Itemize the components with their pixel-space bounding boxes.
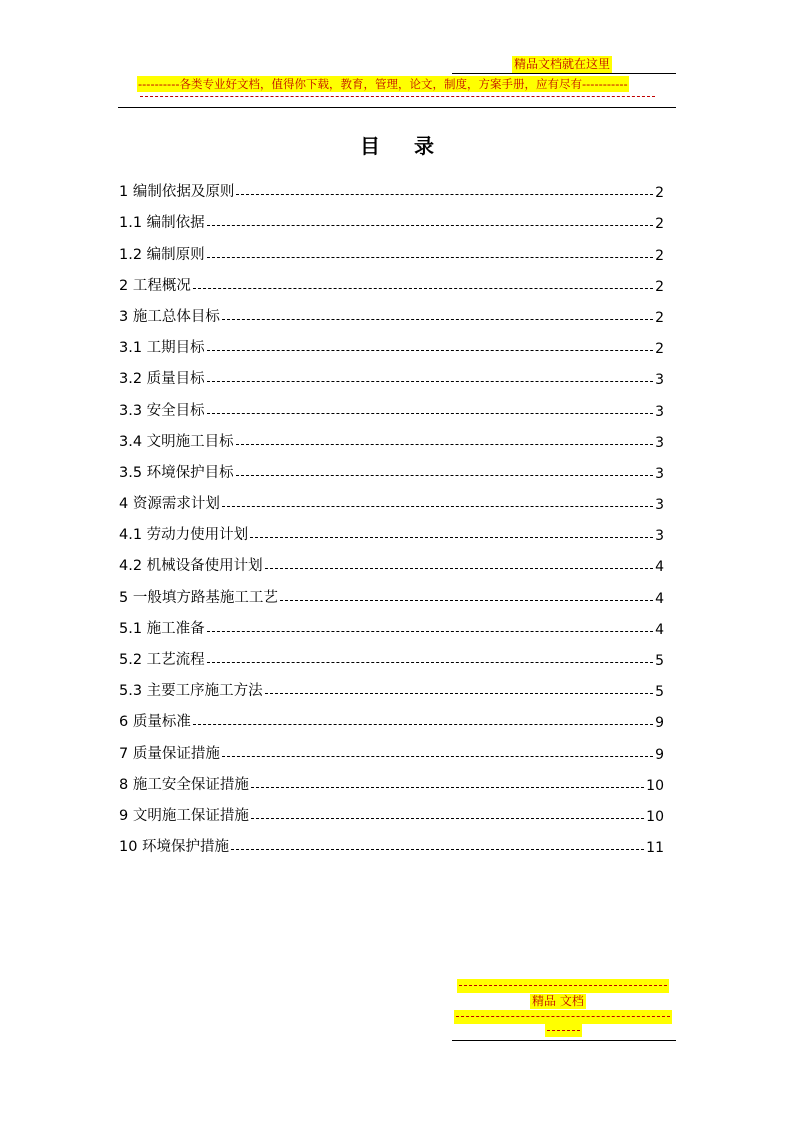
toc-entry-page: 3 xyxy=(655,372,664,389)
toc-leader-dots xyxy=(207,225,653,226)
toc-entry[interactable] xyxy=(119,420,664,451)
toc-entry-page: 9 xyxy=(655,746,664,763)
toc-entry[interactable] xyxy=(119,825,664,856)
toc-leader-dots xyxy=(193,724,653,725)
toc-leader-dots xyxy=(236,475,653,476)
toc-leader-dots xyxy=(222,506,653,507)
toc-entry-page: 2 xyxy=(655,216,664,233)
toc-entry-page: 9 xyxy=(655,715,664,732)
toc-leader-dots xyxy=(250,537,653,538)
toc-entry[interactable] xyxy=(119,482,664,513)
toc-entry[interactable] xyxy=(119,201,664,232)
toc-entry-page: 2 xyxy=(655,185,664,202)
toc-entry-page: 11 xyxy=(646,840,664,857)
toc-entry-page: 4 xyxy=(655,621,664,638)
toc-leader-dots xyxy=(251,818,644,819)
toc-entry[interactable] xyxy=(119,607,664,638)
toc-entry-label: 3.3 安全目标 xyxy=(119,402,205,419)
toc-entry-page: 4 xyxy=(655,559,664,576)
toc-entry-label: 4.2 机械设备使用计划 xyxy=(119,558,263,575)
toc-entry-label: 3 施工总体目标 xyxy=(119,308,220,325)
toc-entry-label: 5.2 工艺流程 xyxy=(119,652,205,668)
header-rule xyxy=(452,73,676,74)
toc-entry-label: 7 质量保证措施 xyxy=(119,745,220,762)
toc-leader-dots xyxy=(207,662,653,663)
toc-entry-page: 2 xyxy=(655,341,664,358)
footer-dash-band-tail xyxy=(545,1024,582,1037)
toc-entry[interactable] xyxy=(119,295,664,326)
toc-entry-label: 3.1 工期目标 xyxy=(119,340,205,357)
header-bottom-rule xyxy=(118,107,676,108)
toc-entry[interactable] xyxy=(119,357,664,388)
toc-entry[interactable] xyxy=(119,170,664,201)
toc-entry-page: 3 xyxy=(655,497,664,514)
toc-entry[interactable] xyxy=(119,731,664,762)
footer-rule xyxy=(452,1040,676,1041)
toc-leader-dots xyxy=(222,319,653,320)
toc-leader-dots xyxy=(251,787,644,788)
toc-entry-page: 3 xyxy=(655,434,664,451)
toc-entry-page: 5 xyxy=(655,653,664,669)
footer-dash-band-bottom xyxy=(454,1010,672,1024)
toc-leader-dots xyxy=(193,288,653,289)
toc-entry-page: 2 xyxy=(655,309,664,326)
toc-entry[interactable] xyxy=(119,232,664,263)
toc-entry-page: 10 xyxy=(646,777,664,794)
toc-entry-label: 1.2 编制原则 xyxy=(119,246,205,263)
toc-entry-label: 3.5 环境保护目标 xyxy=(119,464,234,481)
toc-entry-page: 3 xyxy=(655,403,664,420)
toc-leader-dots xyxy=(265,693,653,694)
header-title: 精品文档就在这里 xyxy=(514,57,611,71)
toc-entry-label: 3.2 质量目标 xyxy=(119,371,205,388)
toc-entry[interactable] xyxy=(119,794,664,825)
toc-entry-page: 2 xyxy=(655,247,664,264)
toc-leader-dots xyxy=(207,631,653,632)
toc-entry[interactable] xyxy=(119,763,664,794)
toc-entry-label: 10 环境保护措施 xyxy=(119,839,230,856)
toc-entry-label: 5.3 主要工序施工方法 xyxy=(119,683,263,700)
toc-entry-label: 9 文明施工保证措施 xyxy=(119,807,249,824)
toc-entry-label: 5.1 施工准备 xyxy=(119,620,205,637)
toc-leader-dots xyxy=(207,413,653,414)
toc-entry[interactable] xyxy=(119,264,664,295)
toc-entry[interactable] xyxy=(119,638,664,669)
table-of-contents xyxy=(119,170,664,856)
toc-entry-label: 3.4 文明施工目标 xyxy=(119,433,234,450)
toc-entry-page: 4 xyxy=(655,590,664,607)
toc-leader-dots xyxy=(236,444,653,445)
toc-entry[interactable] xyxy=(119,388,664,419)
footer-text: 精品 文档 xyxy=(532,994,584,1008)
toc-entry-page: 2 xyxy=(655,278,664,295)
toc-entry-label: 6 质量标准 xyxy=(119,714,191,731)
toc-entry[interactable] xyxy=(119,513,664,544)
toc-entry[interactable] xyxy=(119,575,664,606)
toc-entry-page: 3 xyxy=(655,528,664,545)
footer-dash-band-top xyxy=(457,979,669,993)
toc-entry-label: 8 施工安全保证措施 xyxy=(119,776,249,793)
toc-leader-dots xyxy=(265,568,653,569)
toc-entry-label: 1.1 编制依据 xyxy=(119,215,205,232)
toc-entry[interactable] xyxy=(119,669,664,700)
toc-entry[interactable] xyxy=(119,326,664,357)
toc-leader-dots xyxy=(231,849,644,850)
toc-entry[interactable] xyxy=(119,451,664,482)
toc-entry-page: 5 xyxy=(655,684,664,701)
toc-entry-label: 4.1 劳动力使用计划 xyxy=(119,527,249,544)
toc-leader-dots xyxy=(207,381,653,382)
toc-leader-dots xyxy=(222,756,653,757)
toc-entry-page: 3 xyxy=(655,465,664,482)
toc-leader-dots xyxy=(207,350,653,351)
toc-entry-label: 5 一般填方路基施工工艺 xyxy=(119,589,278,606)
toc-entry-label: 1 编制依据及原则 xyxy=(119,184,235,201)
header-dashed-rule xyxy=(140,96,655,97)
toc-entry-label: 2 工程概况 xyxy=(119,277,191,294)
toc-entry-label: 4 资源需求计划 xyxy=(119,496,220,513)
toc-title: 目录 xyxy=(360,134,468,158)
toc-entry[interactable] xyxy=(119,700,664,731)
toc-entry[interactable] xyxy=(119,544,664,575)
toc-entry-page: 10 xyxy=(646,808,664,825)
toc-leader-dots xyxy=(236,194,653,195)
header-tagline: ----------各类专业好文档，值得你下载，教育，管理，论文，制度，方案手册，应有尽有----------- xyxy=(138,77,628,91)
toc-leader-dots xyxy=(280,600,653,601)
toc-leader-dots xyxy=(207,257,653,258)
